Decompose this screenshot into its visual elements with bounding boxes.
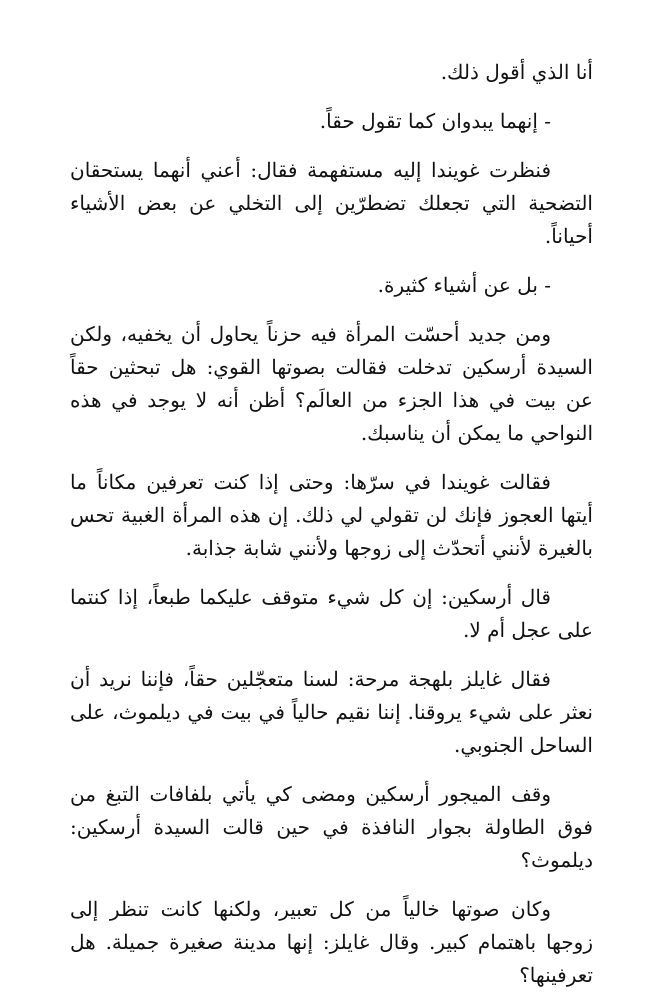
paragraph-7: قال أرسكين: إن كل شيء متوقف عليكما طبعاً، إذا كنتما على عجل أم لا.	[70, 585, 593, 642]
paragraph-10: وكان صوتها خالياً من كل تعبير، ولكنها كانت تنظر إلى زوجها باهتمام كبير. وقال غايلز: إنها مدينة صغيرة جميلة. هل تعرفينها؟	[70, 897, 593, 987]
paragraph-8: فقال غايلز بلهجة مرحة: لسنا متعجّلين حقاً، فإننا نريد أن نعثر على شيء يروقنا. إننا نقيم حالياً في بيت في ديلموث، على الساحل الجنوبي.	[70, 667, 593, 757]
book-page	[70, 56, 593, 1008]
paragraph-1: أنا الذي أقول ذلك.	[440, 60, 593, 84]
paragraph-3: فنظرت غويندا إليه مستفهمة فقال: أعني أنهما يستحقان التضحية التي تجعلك تضطرّين إلى التخلي عن بعض الأشياء أحياناً.	[70, 158, 593, 248]
paragraph-2-dialogue: - إنهما يبدوان كما تقول حقاً.	[319, 109, 551, 133]
paragraph-9: وقف الميجور أرسكين ومضى كي يأتي بلفافات التبغ من فوق الطاولة بجوار النافذة في حين قالت السيدة أرسكين: ديلموث؟	[70, 782, 593, 872]
paragraph-4-dialogue: - بل عن أشياء كثيرة.	[377, 273, 551, 297]
paragraph-5: ومن جديد أحسّت المرأة فيه حزناً يحاول أن يخفيه، ولكن السيدة أرسكين تدخلت فقالت بصوتها القوي: هل تبحثين حقاً عن بيت في هذا الجزء من العالَم؟ أظن أنه لا يوجد في هذه النواحي ما يمكن أن يناسبك.	[70, 322, 593, 445]
paragraph-6: فقالت غويندا في سرّها: وحتى إذا كنت تعرفين مكاناً ما أيتها العجوز فإنك لن تقولي لي ذلك. إن هذه المرأة الغبية تحس بالغيرة لأنني أتحدّث إلى زوجها ولأنني شابة جذابة.	[70, 470, 593, 560]
